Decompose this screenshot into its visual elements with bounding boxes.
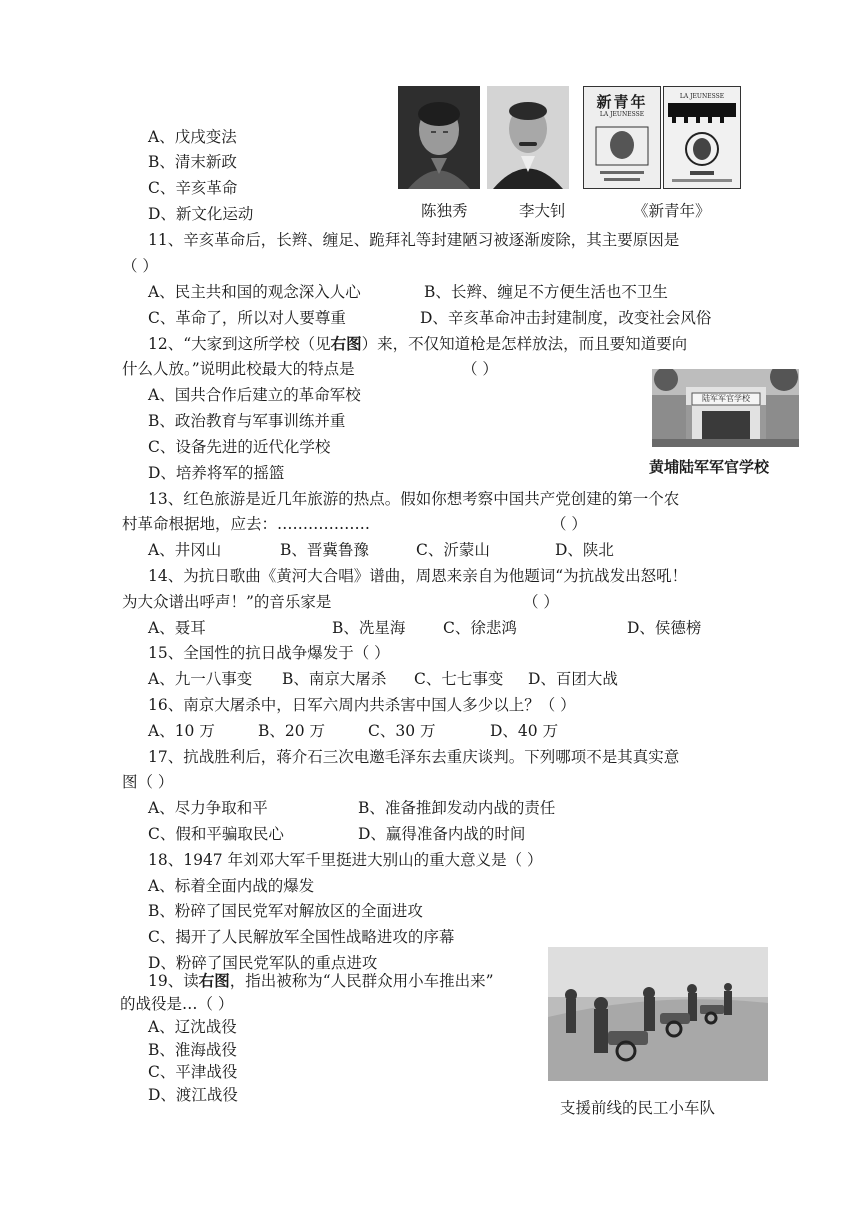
q18-option-d: D、粉碎了国民党军队的重点进攻 <box>148 954 378 972</box>
q17-stem-line1: 17、抗战胜利后，蒋介石三次电邀毛泽东去重庆谈判。下列哪项不是其真实意 <box>148 748 680 766</box>
q17-option-c: C、假和平骗取民心 <box>148 825 284 843</box>
caption-whampoa: 黄埔陆军军官学校 <box>649 458 770 476</box>
q12-option-b: B、政治教育与军事训练并重 <box>148 412 346 430</box>
q15-option-b: B、南京大屠杀 <box>282 670 387 688</box>
q13-option-a: A、井冈山 <box>148 541 222 559</box>
q12-option-c: C、设备先进的近代化学校 <box>148 438 331 456</box>
magazine-subtitle-2: LA JEUNESSE <box>679 93 725 100</box>
magazine-subtitle: LA JEUNESSE <box>599 111 645 118</box>
q11-stem-line2: （ ） <box>122 257 158 275</box>
q12-option-a: A、国共合作后建立的革命军校 <box>148 386 361 404</box>
q14-stem-line1: 14、为抗日歌曲《黄河大合唱》谱曲，周恩来亲自为他题词“为抗战发出怒吼！ <box>148 567 688 585</box>
q13-option-c: C、沂蒙山 <box>416 541 490 559</box>
q10-option-a: A、戊戌变法 <box>148 128 237 146</box>
q12-stem-line1: 12、“大家到这所学校（见右图）来，不仅知道枪是怎样放法，而且要知道要向 <box>148 334 688 353</box>
q15-stem: 15、全国性的抗日战争爆发于（ ） <box>148 644 390 662</box>
caption-chen-duxiu: 陈独秀 <box>421 202 468 220</box>
q12-option-d: D、培养将军的摇篮 <box>148 464 285 482</box>
q19-option-b: B、淮海战役 <box>148 1041 237 1059</box>
caption-cart-team: 支援前线的民工小车队 <box>560 1099 716 1117</box>
q18-option-c: C、揭开了人民解放军全国性战略进攻的序幕 <box>148 928 455 946</box>
q14-answer-blank: （ ） <box>523 593 559 611</box>
q12-stem-line2: 什么人放。”说明此校最大的特点是 <box>122 360 355 378</box>
q11-stem-line1: 11、辛亥革命后，长辫、缠足、跪拜礼等封建陋习被逐渐废除，其主要原因是 <box>148 231 680 249</box>
q14-option-c: C、徐悲鸿 <box>443 619 517 637</box>
q17-option-a: A、尽力争取和平 <box>148 799 268 817</box>
q11-option-b: B、长辫、缠足不方便生活也不卫生 <box>424 283 668 301</box>
q19-option-d: D、渡江战役 <box>148 1086 238 1104</box>
q19-option-c: C、平津战役 <box>148 1063 238 1081</box>
q17-option-b: B、准备推卸发动内战的责任 <box>358 799 556 817</box>
cart-team-photo <box>548 947 768 1081</box>
magazine-title: 新青年 <box>596 93 648 111</box>
q15-option-c: C、七七事变 <box>414 670 504 688</box>
q10-option-d: D、新文化运动 <box>148 205 254 223</box>
q13-option-b: B、晋冀鲁豫 <box>280 541 369 559</box>
q12-answer-blank: （ ） <box>462 360 498 378</box>
q17-option-d: D、赢得准备内战的时间 <box>358 825 526 843</box>
q14-option-d: D、侯德榜 <box>627 619 702 637</box>
q15-option-d: D、百团大战 <box>528 670 618 688</box>
q14-stem-line2: 为大众谱出呼声！”的音乐家是 <box>122 593 332 611</box>
q14-option-b: B、冼星海 <box>332 619 406 637</box>
q14-option-a: A、聂耳 <box>148 619 206 637</box>
q18-option-b: B、粉碎了国民党军对解放区的全面进攻 <box>148 902 423 920</box>
li-dazhao-portrait <box>487 86 569 189</box>
whampoa-academy-photo <box>652 369 799 447</box>
caption-li-dazhao: 李大钊 <box>519 202 566 220</box>
q16-option-d: D、40 万 <box>490 722 559 740</box>
q16-option-b: B、20 万 <box>258 722 326 740</box>
q11-option-c: C、革命了，所以对人要尊重 <box>148 309 346 327</box>
q16-option-a: A、10 万 <box>148 722 215 740</box>
q19-stem-line1: 19、读右图，指出被称为“人民群众用小车推出来” <box>148 971 494 990</box>
q19-option-a: A、辽沈战役 <box>148 1018 237 1036</box>
q10-option-b: B、清末新政 <box>148 153 237 171</box>
q13-stem-line1: 13、红色旅游是近几年旅游的热点。假如你想考察中国共产党创建的第一个农 <box>148 490 680 508</box>
chen-duxiu-portrait <box>398 86 480 189</box>
q16-stem: 16、南京大屠杀中，日军六周内共杀害中国人多少以上？（ ） <box>148 696 576 714</box>
q18-stem: 18、1947 年刘邓大军千里挺进大别山的重大意义是（ ） <box>148 851 543 869</box>
q17-stem-line2: 图（ ） <box>122 773 174 791</box>
q10-option-c: C、辛亥革命 <box>148 179 238 197</box>
new-youth-cover-1 <box>583 86 661 189</box>
q19-stem-line2: 的战役是…（ ） <box>120 995 234 1013</box>
academy-gate-sign: 陆军军官学校 <box>702 394 750 403</box>
q13-stem-line2: 村革命根据地，应去：……………… <box>122 515 371 533</box>
caption-new-youth: 《新青年》 <box>633 202 711 220</box>
q11-option-a: A、民主共和国的观念深入人心 <box>148 283 361 301</box>
q11-option-d: D、辛亥革命冲击封建制度，改变社会风俗 <box>420 309 712 327</box>
q18-option-a: A、标着全面内战的爆发 <box>148 877 315 895</box>
q13-answer-blank: （ ） <box>551 515 587 533</box>
q13-option-d: D、陕北 <box>555 541 614 559</box>
new-youth-cover-2 <box>663 86 741 189</box>
q16-option-c: C、30 万 <box>368 722 436 740</box>
q15-option-a: A、九一八事变 <box>148 670 253 688</box>
